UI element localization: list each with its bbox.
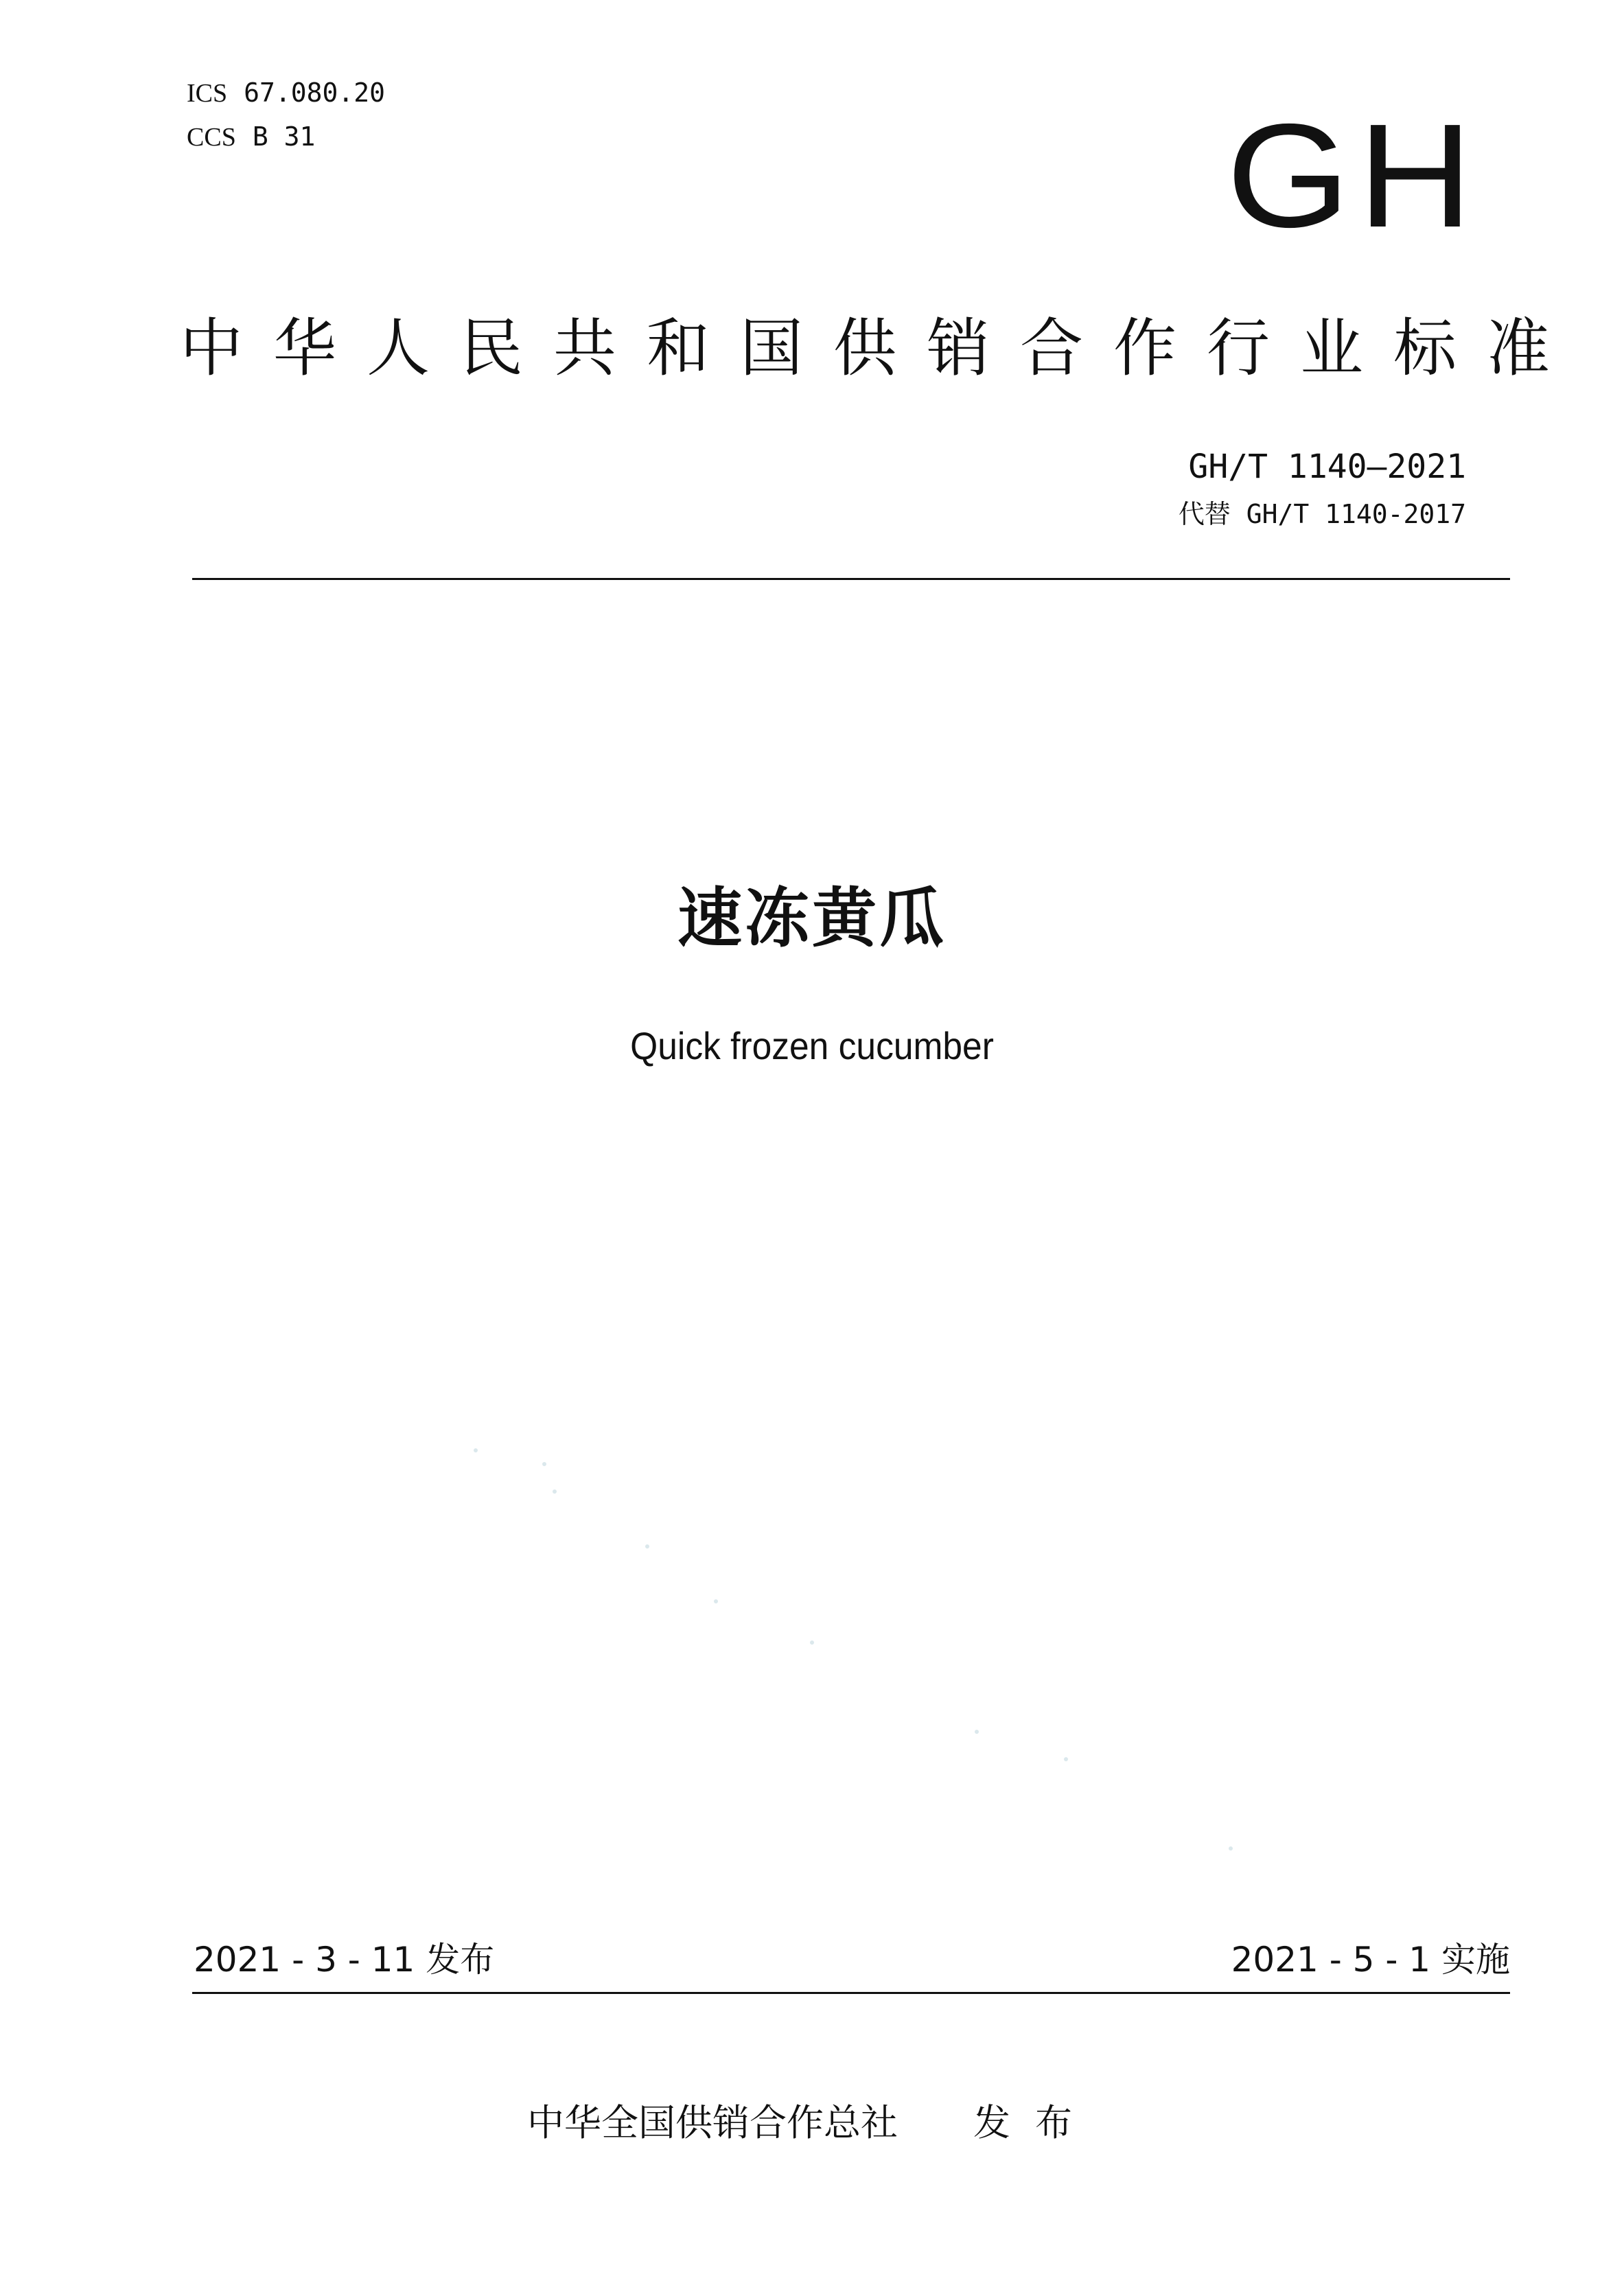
replaces-standard: 代替 GH/T 1140-2017 <box>1178 499 1466 529</box>
implementation-date: 2021 - 5 - 1 实施 <box>1231 1940 1510 1980</box>
gh-logo: GH <box>1226 93 1480 258</box>
speck <box>474 1448 478 1452</box>
issue-date: 2021 - 3 - 11 发布 <box>194 1940 495 1980</box>
speck <box>975 1730 979 1734</box>
ics-value: 67.080.20 <box>244 78 386 108</box>
speck <box>645 1544 649 1549</box>
publisher-line <box>0 2101 1624 2144</box>
document-title-cn: 速冻黄瓜 <box>677 881 947 956</box>
ccs-label: CCS <box>187 123 236 152</box>
speck <box>810 1640 814 1645</box>
standard-number: GH/T 1140—2021 <box>1188 448 1466 486</box>
standard-title: 中华人民共和国供销合作行业标准 <box>180 312 1581 385</box>
speck <box>714 1599 718 1603</box>
document-title-en: Quick frozen cucumber <box>630 1024 994 1067</box>
ccs-value: B 31 <box>252 121 316 152</box>
speck <box>553 1489 557 1494</box>
speck <box>542 1462 546 1466</box>
publisher-name: 中华全国供销合作总社 <box>527 2101 898 2144</box>
ics-code <box>187 80 385 106</box>
ics-label: ICS <box>187 79 228 108</box>
top-divider <box>192 578 1510 580</box>
speck <box>1229 1846 1233 1851</box>
bottom-divider <box>192 1992 1510 1994</box>
ccs-code <box>187 121 316 152</box>
speck <box>1064 1757 1068 1761</box>
publish-action: 发布 <box>973 2101 1097 2144</box>
